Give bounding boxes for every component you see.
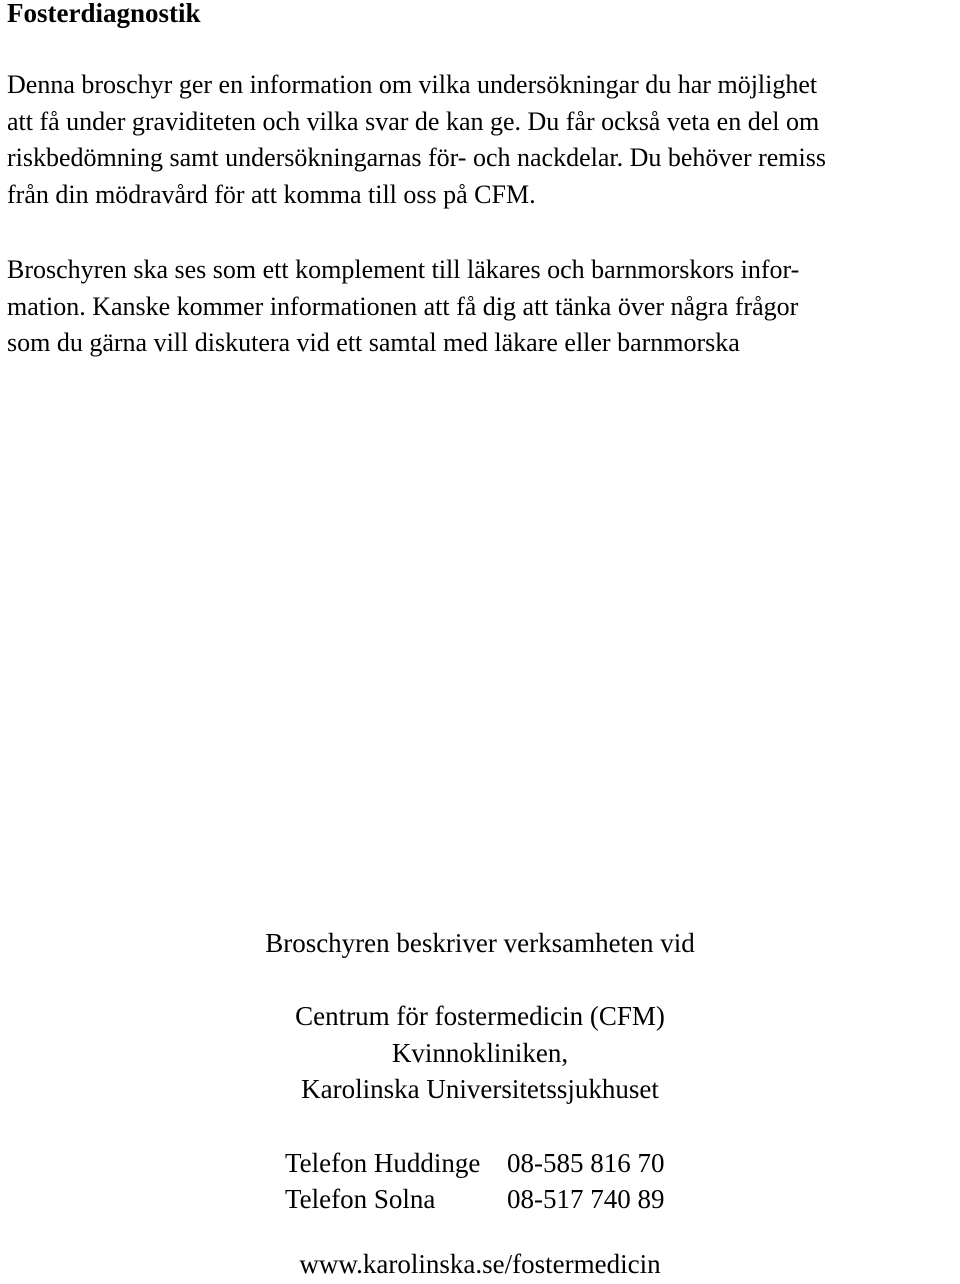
intro-line: riskbedömning samt undersökningarnas för- och nackdelar. Du behöver remiss [7, 143, 826, 172]
intro-line: Denna broschyr ger en information om vilka undersökningar du har möjlighet [7, 70, 818, 99]
website-link[interactable]: www.karolinska.se/fostermedicin [299, 1249, 661, 1279]
phone-row-huddinge [285, 1145, 665, 1181]
clinic-name: Kvinnokliniken, [391, 1038, 569, 1068]
intro-paragraph [7, 67, 957, 213]
intro-line: att få under graviditeten och vilka svar de kan ge. Du får också veta en del om [7, 106, 820, 136]
phone-label: Telefon Solna [285, 1184, 436, 1214]
complement-paragraph [7, 252, 957, 362]
phone-number: 08-585 816 70 [507, 1148, 665, 1178]
center-name: Centrum för fostermedicin (CFM) [295, 1001, 665, 1031]
phone-label: Telefon Huddinge [285, 1148, 481, 1178]
hospital-name: Karolinska Universitetssjukhuset [301, 1074, 659, 1104]
complement-line: Broschyren ska ses som ett komplement till läkares och barnmorskors infor- [7, 255, 800, 284]
complement-line: som du gärna vill diskutera vid ett samtal med läkare eller barnmorska [7, 328, 740, 357]
phone-row-solna [285, 1181, 665, 1217]
intro-line: från din mödravård för att komma till oss på CFM. [7, 179, 536, 209]
footer-heading: Broschyren beskriver verksamheten vid [265, 928, 695, 958]
document-title: Fosterdiagnostik [7, 0, 201, 28]
phone-number: 08-517 740 89 [507, 1184, 665, 1214]
complement-line: mation. Kanske kommer informationen att få dig att tänka över några frågor [7, 291, 799, 321]
